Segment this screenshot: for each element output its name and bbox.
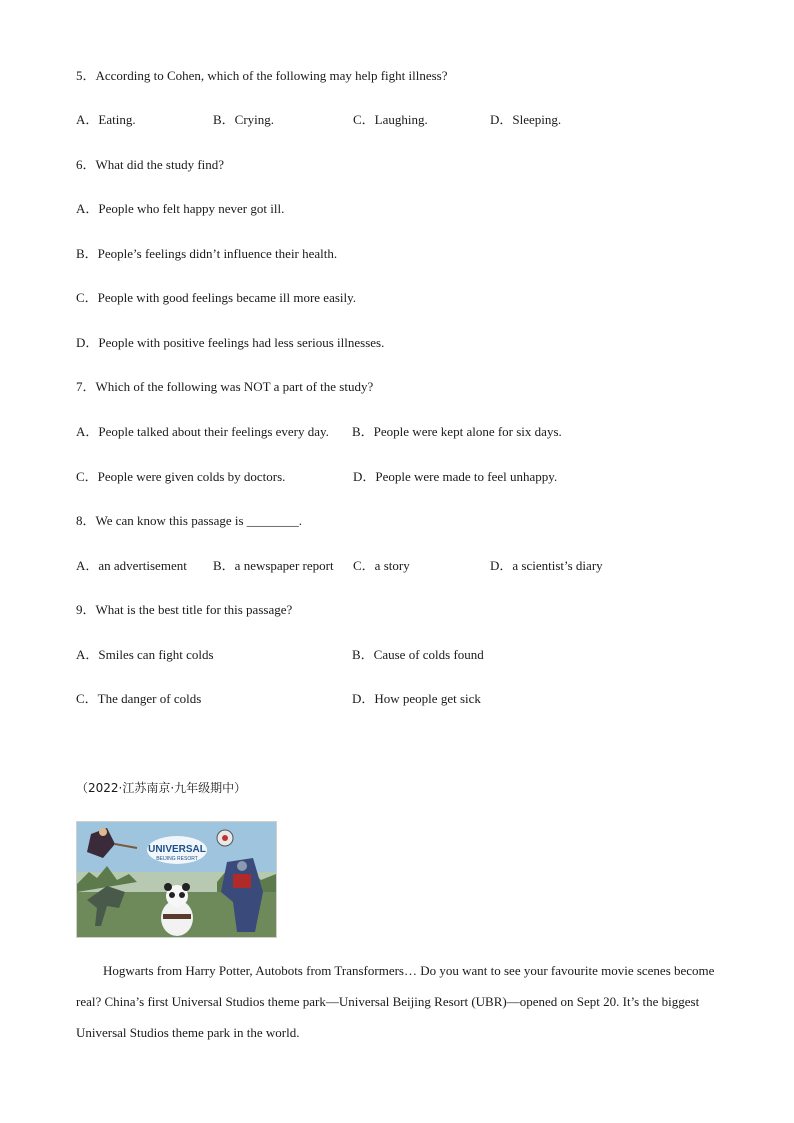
q6-option-a: A．People who felt happy never got ill. (76, 201, 285, 216)
q5-option-a: A．Eating. (76, 112, 136, 127)
universal-beijing-resort-image (76, 821, 277, 938)
q9-option-b: B．Cause of colds found (352, 647, 484, 662)
q7-option-a: A．People talked about their feelings every day. (76, 424, 329, 439)
svg-text:BEIJING RESORT: BEIJING RESORT (156, 856, 198, 862)
q9-option-a: A．Smiles can fight colds (76, 647, 214, 662)
q8-option-b: B．a newspaper report (213, 558, 334, 573)
passage-paragraph: Hogwarts from Harry Potter, Autobots from Transformers… Do you want to see your favourite movie scenes become real? China’s first Universal Studios theme park—Universal Beijing Resort (UBR)—opened on Sept 20. It’s the biggest Universal Studios theme park in the world. (76, 963, 715, 1040)
q8-option-d: D．a scientist’s diary (490, 558, 603, 573)
minion-figure (217, 830, 233, 846)
question-7-stem: 7．Which of the following was NOT a part of the study? (76, 379, 374, 394)
q6-option-c: C．People with good feelings became ill more easily. (76, 290, 357, 305)
q8-option-a: A．an advertisement (76, 558, 187, 573)
question-6-stem: 6．What did the study find? (76, 157, 225, 172)
svg-text:UNIVERSAL: UNIVERSAL (148, 844, 206, 855)
q5-option-b: B．Crying. (213, 112, 275, 127)
q9-option-c: C．The danger of colds (76, 691, 202, 706)
q6-option-d: D．People with positive feelings had less serious illnesses. (76, 335, 385, 350)
q8-option-c: C．a story (353, 558, 410, 573)
q7-option-b: B．People were kept alone for six days. (352, 424, 562, 439)
universal-logo (147, 836, 207, 864)
question-8-stem: 8．We can know this passage is ________. (76, 513, 303, 528)
q5-option-d: D．Sleeping. (490, 112, 562, 127)
q7-option-c: C．People were given colds by doctors. (76, 469, 286, 484)
source-tag: （2022·江苏南京·九年级期中） (76, 781, 247, 795)
q6-option-b: B．People’s feelings didn’t influence their health. (76, 246, 338, 261)
question-5-stem: 5．According to Cohen, which of the following may help fight illness? (76, 68, 448, 83)
q5-option-c: C．Laughing. (353, 112, 428, 127)
question-9-stem: 9．What is the best title for this passage? (76, 602, 293, 617)
q9-option-d: D．How people get sick (352, 691, 481, 706)
q7-option-d: D．People were made to feel unhappy. (353, 469, 558, 484)
